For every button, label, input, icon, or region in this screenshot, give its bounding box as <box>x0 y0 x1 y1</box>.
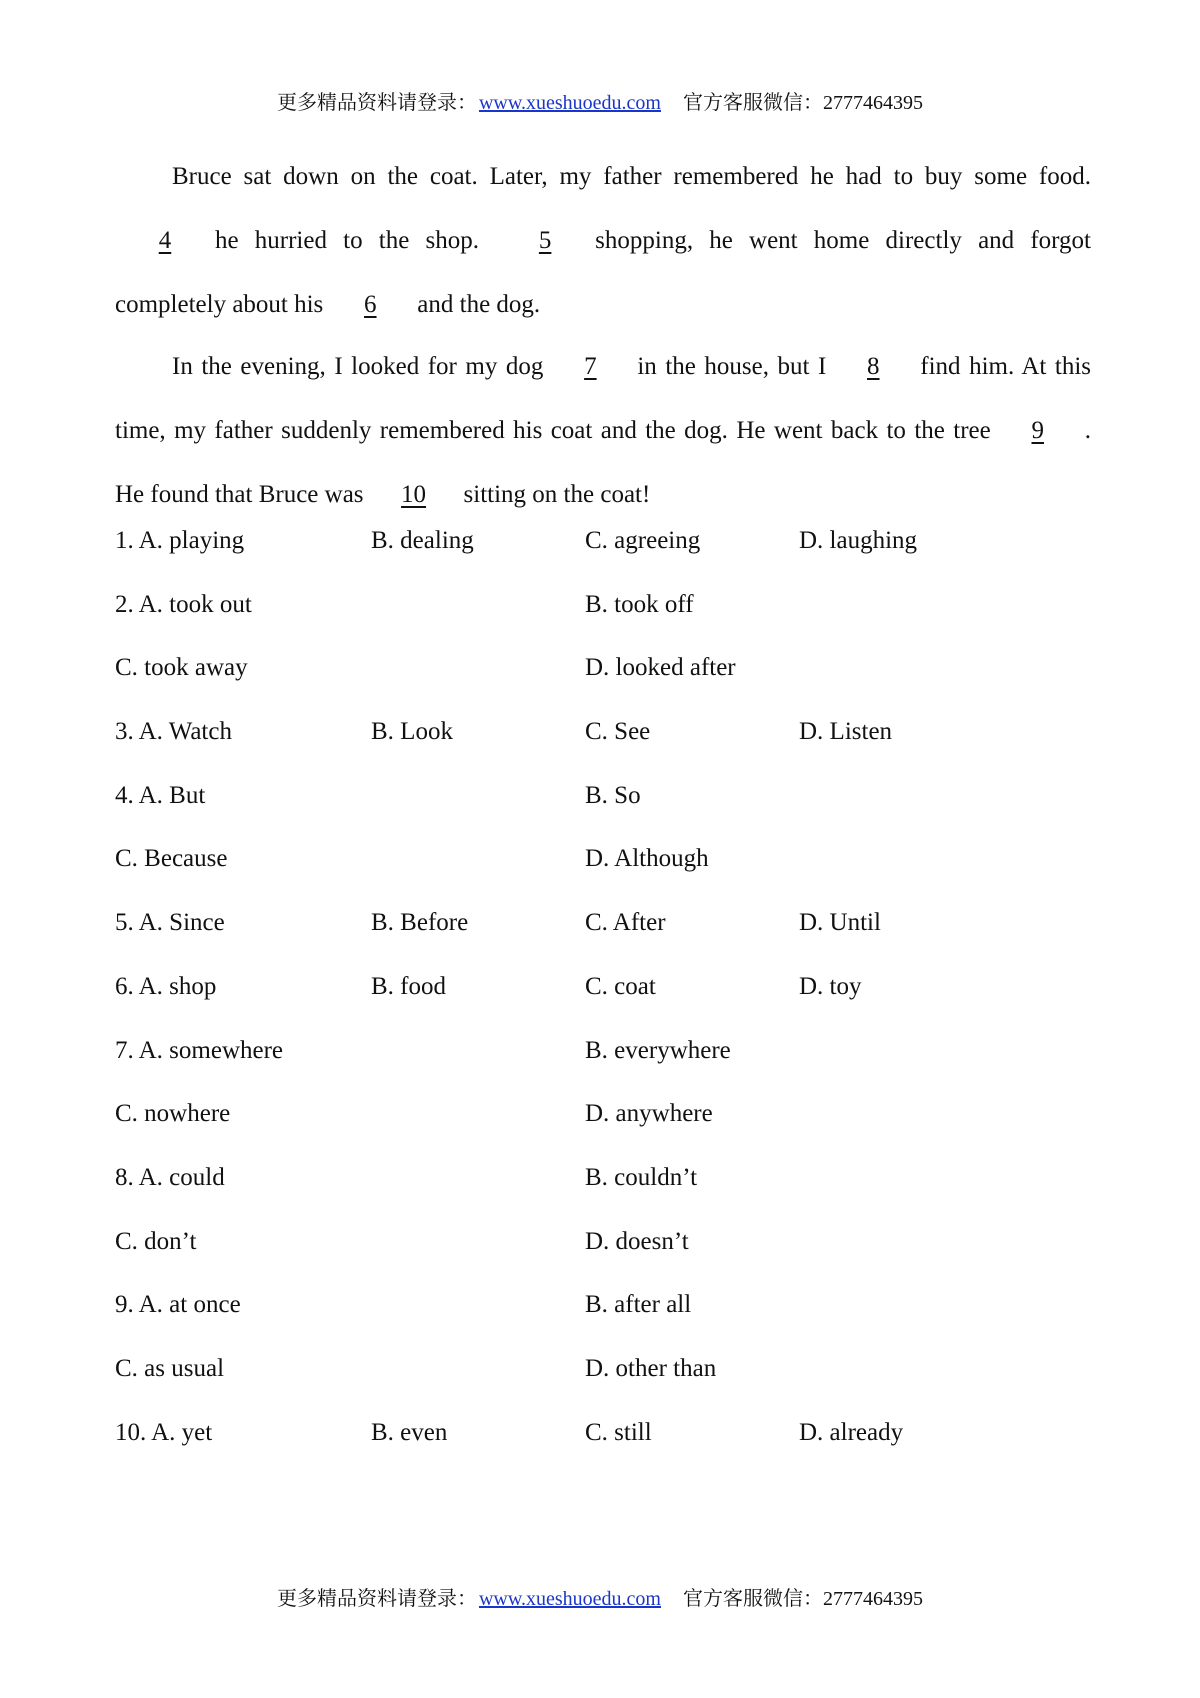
header-website-link[interactable]: www.xueshuoedu.com <box>478 92 661 114</box>
footer-label: 更多精品资料请登录： <box>276 1588 477 1610</box>
option-row <box>115 1164 1115 1228</box>
option-item: C. took away <box>115 654 248 682</box>
blank-9: 9 <box>1031 417 1044 444</box>
option-item: D. already <box>799 1418 904 1446</box>
blank-10: 10 <box>401 481 427 508</box>
option-item: D. toy <box>799 972 862 1000</box>
option-item: 3. A. Watch <box>115 718 232 746</box>
option-item: 8. A. could <box>115 1163 225 1191</box>
option-row <box>115 1228 1115 1292</box>
option-item: D. anywhere <box>585 1100 713 1128</box>
option-item: B. Look <box>371 718 453 746</box>
option-item: C. After <box>585 909 666 937</box>
option-row <box>115 909 1115 973</box>
blank-4: 4 <box>158 227 172 254</box>
passage-paragraph-1 <box>115 145 1091 337</box>
option-item: D. laughing <box>799 527 918 554</box>
passage-text: shopping, he went home directly and forgot completely about his <box>115 227 1091 318</box>
option-row <box>115 527 1115 591</box>
option-row <box>115 1419 1115 1483</box>
passage-text: Bruce sat down on the coat. Later, my father remembered he had to buy some food. <box>172 163 1091 190</box>
option-row <box>115 718 1115 782</box>
option-row <box>115 1291 1115 1355</box>
footer-website-link[interactable]: www.xueshuoedu.com <box>478 1588 661 1610</box>
passage-text: he hurried to the shop. <box>215 227 496 254</box>
header-label: 更多精品资料请登录： <box>276 92 477 114</box>
option-row <box>115 1100 1115 1164</box>
option-row <box>115 1355 1115 1419</box>
header-service-contact: 官方客服微信：2777464395 <box>683 92 923 114</box>
footer-service-contact: 官方客服微信：2777464395 <box>683 1588 923 1610</box>
option-item: B. So <box>585 781 641 809</box>
option-item: B. after all <box>585 1291 692 1319</box>
option-row <box>115 973 1115 1037</box>
option-item: B. everywhere <box>585 1036 731 1064</box>
passage-text: In the evening, I looked for my dog <box>172 353 544 380</box>
option-item: C. See <box>585 718 651 746</box>
option-item: B. took off <box>585 590 694 618</box>
option-item: C. don’t <box>115 1227 197 1255</box>
option-item: C. as usual <box>115 1354 225 1382</box>
passage-text: in the house, but I <box>637 353 827 380</box>
option-row <box>115 782 1115 846</box>
option-item: D. Until <box>799 909 881 937</box>
option-item: 10. A. yet <box>115 1418 213 1446</box>
option-item: 2. A. took out <box>115 590 252 618</box>
option-item: C. nowhere <box>115 1100 231 1128</box>
passage-text: find him. At this time, my father suddenly remembered his coat and the dog. He went back to the tree <box>115 353 1091 444</box>
option-item: 7. A. somewhere <box>115 1036 284 1064</box>
option-item: D. Listen <box>799 718 893 746</box>
option-row <box>115 591 1115 655</box>
option-item: D. other than <box>585 1354 717 1382</box>
option-item: D. doesn’t <box>585 1227 689 1255</box>
option-item: 4. A. But <box>115 781 206 809</box>
answer-options <box>115 527 1115 1482</box>
option-item: D. Although <box>585 845 709 873</box>
page-header <box>0 86 1200 115</box>
passage-text: . He found that Bruce was <box>115 417 1091 508</box>
option-row <box>115 1037 1115 1101</box>
option-item: B. couldn’t <box>585 1163 698 1191</box>
option-item: B. Before <box>371 909 469 937</box>
option-item: 9. A. at once <box>115 1291 241 1319</box>
option-item: 5. A. Since <box>115 909 225 937</box>
option-item: C. coat <box>585 972 656 1000</box>
page-footer <box>0 1582 1200 1611</box>
blank-8: 8 <box>867 353 880 380</box>
passage-text: and the dog. <box>417 291 541 318</box>
passage-paragraph-2 <box>115 335 1091 527</box>
passage-text: sitting on the coat! <box>463 481 651 508</box>
option-item: C. still <box>585 1418 652 1446</box>
option-item: 6. A. shop <box>115 972 217 1000</box>
blank-5: 5 <box>538 227 552 254</box>
option-item: C. Because <box>115 845 228 873</box>
option-item: B. even <box>371 1418 448 1446</box>
option-item: 1. A. playing <box>115 527 245 554</box>
option-item: B. dealing <box>371 527 474 554</box>
option-item: D. looked after <box>585 654 736 682</box>
option-item: C. agreeing <box>585 527 701 554</box>
option-item: B. food <box>371 972 446 1000</box>
option-row <box>115 845 1115 909</box>
blank-6: 6 <box>364 291 377 318</box>
option-row <box>115 654 1115 718</box>
blank-7: 7 <box>584 353 597 380</box>
